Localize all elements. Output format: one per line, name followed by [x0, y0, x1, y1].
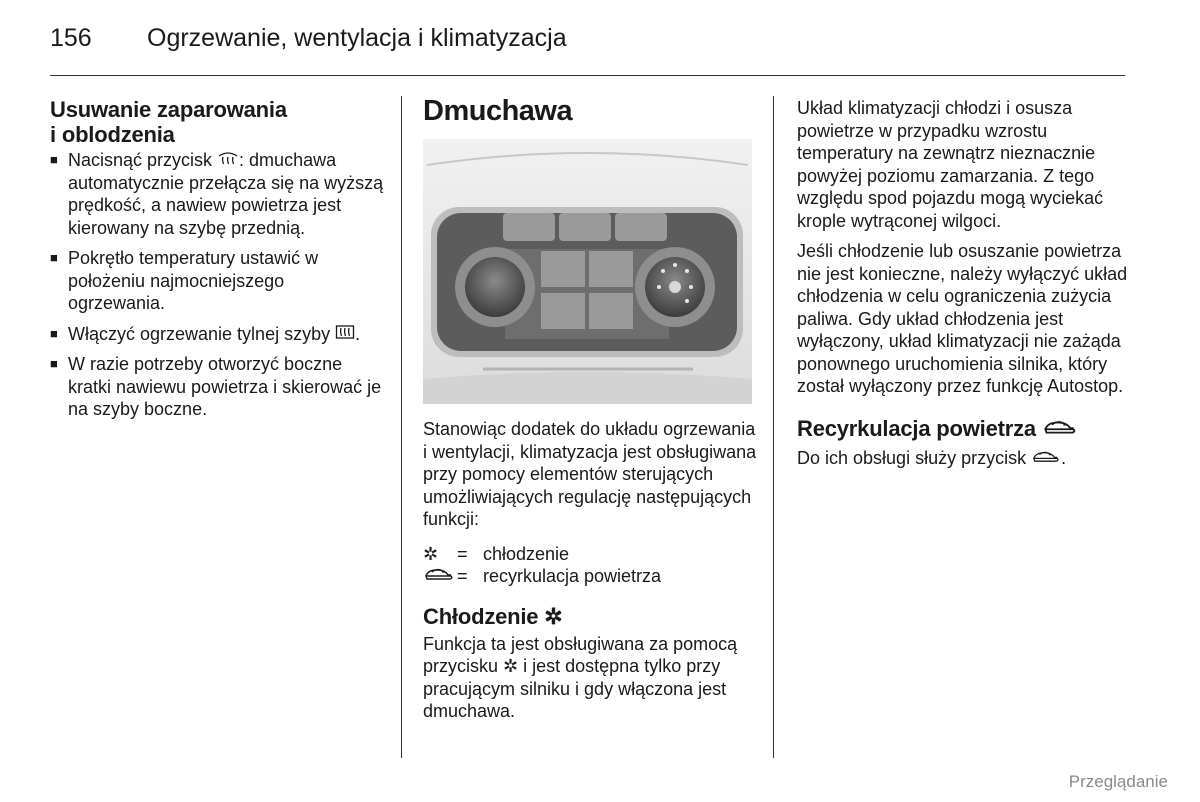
header-rule — [50, 75, 1125, 76]
column-3 — [797, 97, 1132, 477]
column-1 — [50, 97, 385, 429]
column-2 — [423, 92, 758, 731]
list-item-text: Nacisnąć przycisk — [68, 150, 218, 170]
legend-row — [423, 565, 758, 588]
ac-description-text: Układ klimatyzacji chłodzi i osusza powietrze w przypadku wzrostu temperatury na zewnątrz nieznacznie powyżej poziomu zamarzania. Z tego względu spod pojazdu mogą wyciekać krople wytrąconej wilgoci. — [797, 98, 1104, 231]
section-heading-defog — [50, 97, 385, 147]
list-item — [50, 353, 385, 421]
heading-line: Usuwanie zaparowania — [50, 97, 287, 122]
footer-browse-link[interactable]: Przeglądanie — [1068, 772, 1168, 791]
list-item-text: . — [355, 323, 361, 344]
cooling-text-part: Funkcja ta jest obsługiwana za pomocą przycisku — [423, 633, 738, 676]
heading-text: Chłodzenie — [423, 603, 539, 629]
page-number: 156 — [50, 24, 92, 52]
legend-label: chłodzenie — [483, 543, 570, 564]
section-heading-blower: Dmuchawa — [423, 95, 573, 127]
instruction-list — [50, 149, 385, 421]
section-heading-cooling — [423, 604, 758, 629]
legend-label: recyrkulacja powietrza — [483, 566, 662, 586]
cooling-text — [423, 633, 758, 723]
recirculation-text-part: . — [1061, 447, 1067, 468]
section-heading-recirculation — [797, 416, 1132, 443]
column-divider-1 — [401, 96, 402, 758]
recirculation-icon — [423, 565, 457, 588]
recirculation-text — [797, 447, 1132, 470]
list-item-text: Włączyć ogrzewanie tylnej szyby — [68, 323, 336, 344]
list-item-text: : dmuchawa automatycznie przełącza się na wyższą prędkość, a nawiew powietrza jest kierowany na szybę przednią. — [68, 150, 384, 238]
cooling-text-part: i jest dostępna tylko przy pracującym silniku i gdy włączona jest dmuchawa. — [423, 656, 727, 721]
legend-equals: = — [457, 543, 468, 564]
list-item — [50, 247, 385, 315]
column-divider-2 — [773, 96, 774, 758]
page-title: Ogrzewanie, wentylacja i klimatyzacja — [147, 24, 567, 52]
ac-fuel-saving-text: Jeśli chłodzenie lub osuszanie powietrza nie jest konieczne, należy wyłączyć układ chłodzenia w celu ograniczenia zużycia paliwa. Gdy układ chłodzenia jest wyłączony, układ klimatyzacji nie zażąda ponownego uruchomienia silnika, który został wyłączony przez funkcję Autostop. — [797, 241, 1128, 396]
snowflake-icon: ✲ — [423, 543, 439, 564]
function-legend — [423, 543, 758, 588]
recirculation-icon — [1031, 447, 1061, 470]
list-item-text: W razie potrzeby otworzyć boczne kratki nawiewu powietrza i skierować je na szyby boczne. — [68, 354, 382, 419]
legend-equals: = — [457, 566, 468, 586]
front-defrost-icon — [217, 149, 239, 172]
list-item — [50, 323, 385, 346]
list-item-text: Pokrętło temperatury ustawić w położeniu najmocniejszego ogrzewania. — [68, 248, 319, 313]
recirculation-icon — [1042, 418, 1078, 443]
heading-line: i oblodzenia — [50, 122, 175, 147]
recirculation-text-part: Do ich obsługi służy przycisk — [797, 447, 1032, 468]
blower-intro-text: Stanowiąc dodatek do układu ogrzewania i wentylacji, klimatyzacja jest obsługiwana przy pomocy elementów sterujących umożliwiających regulację następujących funkcji: — [423, 419, 757, 529]
list-item — [50, 149, 385, 239]
legend-row — [423, 543, 758, 566]
rear-defrost-icon — [335, 323, 355, 346]
snowflake-icon: ✲ — [544, 603, 563, 629]
heading-text: Recyrkulacja powietrza — [797, 415, 1036, 441]
climate-control-panel-figure — [423, 139, 752, 404]
snowflake-icon: ✲ — [503, 656, 519, 676]
